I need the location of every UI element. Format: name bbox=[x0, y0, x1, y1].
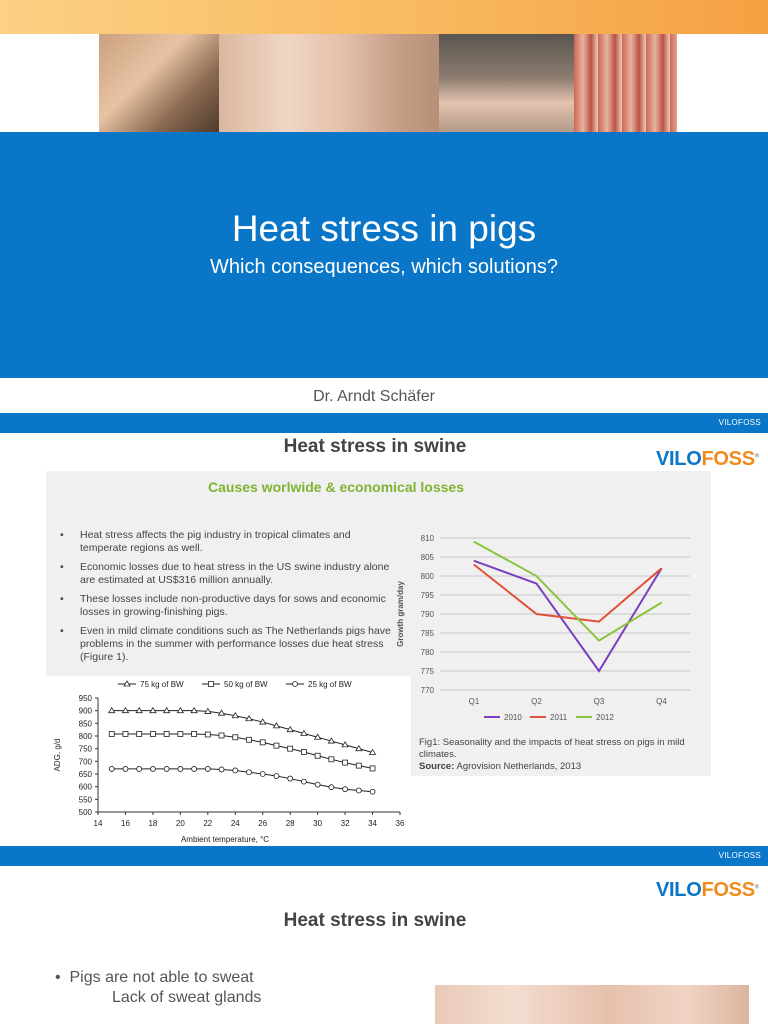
x-tick-label: 24 bbox=[230, 819, 240, 828]
brand-strip bbox=[0, 413, 768, 433]
y-tick-label: 900 bbox=[78, 706, 92, 716]
data-point bbox=[536, 614, 537, 615]
data-point bbox=[205, 732, 210, 737]
data-point bbox=[123, 731, 128, 736]
top-accent-bar bbox=[0, 0, 768, 34]
y-tick-label: 600 bbox=[78, 782, 92, 792]
data-point bbox=[356, 788, 361, 793]
y-tick-label: 800 bbox=[420, 572, 434, 581]
slide3-bullet: • Pigs are not able to sweat bbox=[55, 969, 254, 986]
data-point bbox=[536, 583, 537, 584]
brand-strip bbox=[0, 846, 768, 866]
x-tick-label: Q4 bbox=[656, 697, 667, 706]
x-tick-label: 14 bbox=[93, 819, 103, 828]
y-tick-label: 800 bbox=[78, 732, 92, 741]
y-tick-label: 950 bbox=[78, 694, 92, 703]
logo-part-1: VILO bbox=[656, 448, 702, 470]
y-axis-label: ADG, g/d bbox=[53, 738, 62, 772]
y-tick-label: 550 bbox=[78, 795, 92, 805]
y-tick-label: 650 bbox=[78, 770, 92, 779]
data-point bbox=[192, 766, 197, 771]
data-point bbox=[109, 731, 114, 736]
data-point bbox=[164, 731, 169, 736]
x-tick-label: 20 bbox=[175, 819, 185, 828]
figure-caption bbox=[419, 737, 709, 773]
x-tick-label: 34 bbox=[368, 819, 377, 828]
slide-subtitle: Which consequences, which solutions? bbox=[210, 256, 558, 278]
quarterly-growth-chart bbox=[396, 526, 702, 728]
y-tick-label: 500 bbox=[78, 808, 92, 817]
x-tick-label: Q2 bbox=[531, 697, 542, 706]
legend-marker bbox=[209, 682, 214, 687]
pigs-photo bbox=[435, 985, 749, 1024]
x-tick-label: 32 bbox=[340, 819, 350, 828]
vilofoss-logo bbox=[656, 879, 759, 902]
data-point bbox=[661, 602, 662, 603]
data-point bbox=[599, 621, 600, 622]
caption-source: Agrovision Netherlands, 2013 bbox=[456, 761, 582, 772]
x-tick-label: 28 bbox=[285, 819, 295, 828]
y-tick-label: 775 bbox=[420, 667, 434, 676]
data-point bbox=[247, 737, 252, 742]
y-tick-label: 790 bbox=[420, 610, 434, 619]
logo-part-2: FOSS bbox=[701, 879, 755, 901]
data-point bbox=[661, 568, 662, 569]
y-tick-label: 810 bbox=[420, 534, 434, 543]
data-point bbox=[329, 785, 334, 790]
data-point bbox=[219, 733, 224, 738]
data-point bbox=[137, 766, 142, 771]
data-point bbox=[343, 760, 348, 765]
data-point bbox=[260, 740, 265, 745]
logo-part-1: VILO bbox=[656, 879, 702, 901]
data-point bbox=[315, 753, 320, 758]
data-point bbox=[233, 735, 238, 740]
brand-strip-label: VILOFOSS bbox=[718, 418, 761, 427]
legend-marker bbox=[293, 682, 298, 687]
data-point bbox=[274, 743, 279, 748]
piglet-photo bbox=[99, 34, 219, 132]
data-point bbox=[301, 749, 306, 754]
y-tick-label: 750 bbox=[78, 744, 92, 754]
data-point bbox=[599, 640, 600, 641]
data-point bbox=[288, 776, 293, 781]
legend-label: 2011 bbox=[550, 713, 568, 722]
data-point bbox=[474, 560, 475, 561]
y-tick-label: 700 bbox=[78, 757, 92, 767]
data-point bbox=[178, 731, 183, 736]
data-point bbox=[123, 766, 128, 771]
data-point bbox=[474, 564, 475, 565]
bullet-item: • These losses include non-productive days for sows and economic losses in growing-finishing pigs. bbox=[56, 593, 391, 619]
adg-temperature-chart bbox=[46, 676, 411, 846]
data-point bbox=[288, 746, 293, 751]
title-banner bbox=[0, 132, 768, 378]
data-point bbox=[536, 576, 537, 577]
bullet-list bbox=[56, 529, 391, 670]
y-tick-label: 795 bbox=[420, 591, 434, 600]
slide3-subpoint: Lack of sweat glands bbox=[112, 989, 262, 1006]
data-point bbox=[343, 787, 348, 792]
data-point bbox=[356, 763, 361, 768]
data-point bbox=[301, 779, 306, 784]
data-point bbox=[274, 774, 279, 779]
logo-mark: ® bbox=[754, 453, 759, 460]
data-point bbox=[192, 731, 197, 736]
data-point bbox=[315, 782, 320, 787]
x-tick-label: 26 bbox=[258, 819, 268, 828]
caption-text: Fig1: Seasonality and the impacts of heat stress on pigs in mild climates. bbox=[419, 737, 685, 760]
data-point bbox=[233, 768, 238, 773]
slide2-heading: Heat stress in swine bbox=[283, 436, 467, 457]
x-tick-label: 22 bbox=[203, 819, 213, 828]
bullet-item: • Heat stress affects the pig industry in tropical climates and temperate regions as well. bbox=[56, 529, 391, 555]
data-point bbox=[109, 766, 114, 771]
vilofoss-logo bbox=[656, 448, 759, 471]
x-tick-label: 18 bbox=[148, 819, 158, 828]
logo-part-2: FOSS bbox=[701, 448, 755, 470]
data-point bbox=[370, 766, 375, 771]
data-point bbox=[247, 770, 252, 775]
legend-label: 25 kg of BW bbox=[308, 680, 352, 689]
slide-title: Heat stress in pigs bbox=[231, 208, 537, 249]
y-tick-label: 785 bbox=[420, 629, 434, 638]
x-tick-label: Q1 bbox=[468, 697, 480, 706]
y-axis-label: Growth gram/day bbox=[396, 581, 405, 647]
caption-source-label: Source: bbox=[419, 761, 455, 772]
data-point bbox=[599, 671, 600, 672]
data-point bbox=[150, 731, 155, 736]
legend-label: 2010 bbox=[504, 713, 522, 722]
series-line-2010 bbox=[474, 561, 662, 671]
data-point bbox=[329, 757, 334, 762]
brand-strip-label: VILOFOSS bbox=[718, 851, 761, 860]
legend-label: 2012 bbox=[596, 713, 614, 722]
x-tick-label: 16 bbox=[121, 819, 130, 828]
panel-title: Causes worlwide & economical losses bbox=[208, 479, 464, 495]
x-axis-label: Ambient temperature, °C bbox=[180, 835, 270, 844]
slide3-heading: Heat stress in swine bbox=[283, 910, 467, 931]
pig-pen-photo bbox=[439, 34, 574, 132]
bullet-item: • Even in mild climate conditions such as The Netherlands pigs have problems in the summer with performance losses due heat stress (Figure 1). bbox=[56, 625, 391, 664]
data-point bbox=[164, 766, 169, 771]
data-point bbox=[178, 766, 183, 771]
x-tick-label: Q3 bbox=[593, 697, 605, 706]
pig-heads-photo bbox=[219, 34, 439, 132]
bullet-item: • Economic losses due to heat stress in the US swine industry alone are estimated at US$316 million annually. bbox=[56, 561, 391, 587]
y-tick-label: 780 bbox=[420, 648, 434, 657]
data-point bbox=[474, 541, 475, 542]
data-point bbox=[137, 731, 142, 736]
logo-mark: ® bbox=[754, 884, 759, 891]
header-photo-strip bbox=[99, 34, 677, 132]
legend-label: 50 kg of BW bbox=[224, 680, 268, 689]
x-tick-label: 36 bbox=[395, 819, 405, 828]
y-tick-label: 770 bbox=[420, 686, 434, 695]
y-tick-label: 805 bbox=[420, 553, 434, 562]
data-point bbox=[150, 766, 155, 771]
y-tick-label: 850 bbox=[78, 719, 92, 729]
meat-carcass-photo bbox=[574, 34, 677, 132]
data-point bbox=[219, 767, 224, 772]
x-tick-label: 30 bbox=[313, 819, 323, 828]
data-point bbox=[370, 789, 375, 794]
data-point bbox=[205, 766, 210, 771]
data-point bbox=[260, 772, 265, 777]
author-name: Dr. Arndt Schäfer bbox=[313, 388, 435, 405]
legend-label: 75 kg of BW bbox=[140, 680, 184, 689]
slide3-bullet-text: Pigs are not able to sweat bbox=[69, 969, 254, 986]
